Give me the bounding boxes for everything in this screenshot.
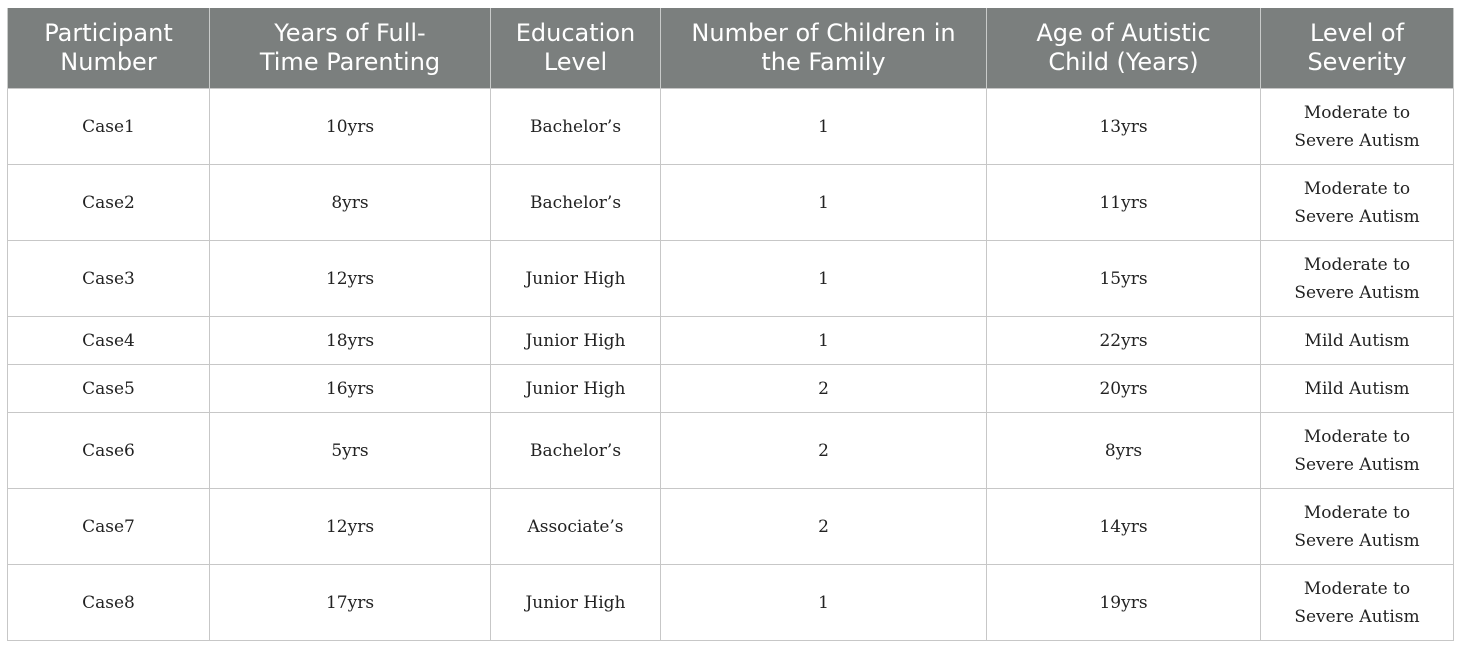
cell-children-count: 1 bbox=[661, 565, 987, 641]
cell-children-count: 1 bbox=[661, 241, 987, 317]
cell-severity: Moderate to Severe Autism bbox=[1261, 565, 1454, 641]
cell-education: Junior High bbox=[491, 241, 661, 317]
cell-child-age: 22yrs bbox=[987, 317, 1261, 365]
cell-child-age: 11yrs bbox=[987, 165, 1261, 241]
cell-participant: Case4 bbox=[8, 317, 210, 365]
cell-education: Bachelor’s bbox=[491, 413, 661, 489]
table-row bbox=[8, 413, 1454, 489]
cell-children-count: 2 bbox=[661, 489, 987, 565]
cell-participant: Case7 bbox=[8, 489, 210, 565]
cell-severity: Moderate to Severe Autism bbox=[1261, 89, 1454, 165]
table-row bbox=[8, 89, 1454, 165]
cell-severity: Moderate to Severe Autism bbox=[1261, 489, 1454, 565]
cell-severity: Moderate to Severe Autism bbox=[1261, 241, 1454, 317]
header-years-parenting: Years of Full- Time Parenting bbox=[210, 8, 491, 89]
cell-participant: Case3 bbox=[8, 241, 210, 317]
cell-education: Bachelor’s bbox=[491, 165, 661, 241]
table-row bbox=[8, 165, 1454, 241]
cell-child-age: 13yrs bbox=[987, 89, 1261, 165]
participant-table bbox=[7, 8, 1454, 641]
header-row bbox=[8, 8, 1454, 89]
cell-child-age: 15yrs bbox=[987, 241, 1261, 317]
table-row bbox=[8, 489, 1454, 565]
cell-children-count: 1 bbox=[661, 165, 987, 241]
cell-child-age: 8yrs bbox=[987, 413, 1261, 489]
cell-years-parenting: 16yrs bbox=[210, 365, 491, 413]
cell-years-parenting: 17yrs bbox=[210, 565, 491, 641]
table-row bbox=[8, 241, 1454, 317]
cell-participant: Case8 bbox=[8, 565, 210, 641]
cell-severity: Mild Autism bbox=[1261, 365, 1454, 413]
table-row bbox=[8, 317, 1454, 365]
cell-years-parenting: 5yrs bbox=[210, 413, 491, 489]
table-row bbox=[8, 565, 1454, 641]
table-row bbox=[8, 365, 1454, 413]
cell-years-parenting: 10yrs bbox=[210, 89, 491, 165]
cell-child-age: 20yrs bbox=[987, 365, 1261, 413]
cell-children-count: 2 bbox=[661, 365, 987, 413]
header-education-level: Education Level bbox=[491, 8, 661, 89]
cell-years-parenting: 18yrs bbox=[210, 317, 491, 365]
cell-severity: Moderate to Severe Autism bbox=[1261, 165, 1454, 241]
participant-table-container bbox=[7, 8, 1453, 641]
header-number-of-children: Number of Children in the Family bbox=[661, 8, 987, 89]
cell-severity: Moderate to Severe Autism bbox=[1261, 413, 1454, 489]
cell-participant: Case6 bbox=[8, 413, 210, 489]
cell-participant: Case2 bbox=[8, 165, 210, 241]
cell-education: Bachelor’s bbox=[491, 89, 661, 165]
cell-child-age: 14yrs bbox=[987, 489, 1261, 565]
cell-years-parenting: 8yrs bbox=[210, 165, 491, 241]
header-child-age: Age of Autistic Child (Years) bbox=[987, 8, 1261, 89]
cell-education: Junior High bbox=[491, 317, 661, 365]
cell-children-count: 1 bbox=[661, 317, 987, 365]
header-participant-number: Participant Number bbox=[8, 8, 210, 89]
table-body bbox=[8, 89, 1454, 641]
cell-children-count: 1 bbox=[661, 89, 987, 165]
cell-participant: Case1 bbox=[8, 89, 210, 165]
cell-participant: Case5 bbox=[8, 365, 210, 413]
cell-education: Junior High bbox=[491, 365, 661, 413]
cell-years-parenting: 12yrs bbox=[210, 241, 491, 317]
header-severity-level: Level of Severity bbox=[1261, 8, 1454, 89]
cell-years-parenting: 12yrs bbox=[210, 489, 491, 565]
cell-education: Associate’s bbox=[491, 489, 661, 565]
cell-severity: Mild Autism bbox=[1261, 317, 1454, 365]
table-header bbox=[8, 8, 1454, 89]
cell-children-count: 2 bbox=[661, 413, 987, 489]
cell-education: Junior High bbox=[491, 565, 661, 641]
cell-child-age: 19yrs bbox=[987, 565, 1261, 641]
